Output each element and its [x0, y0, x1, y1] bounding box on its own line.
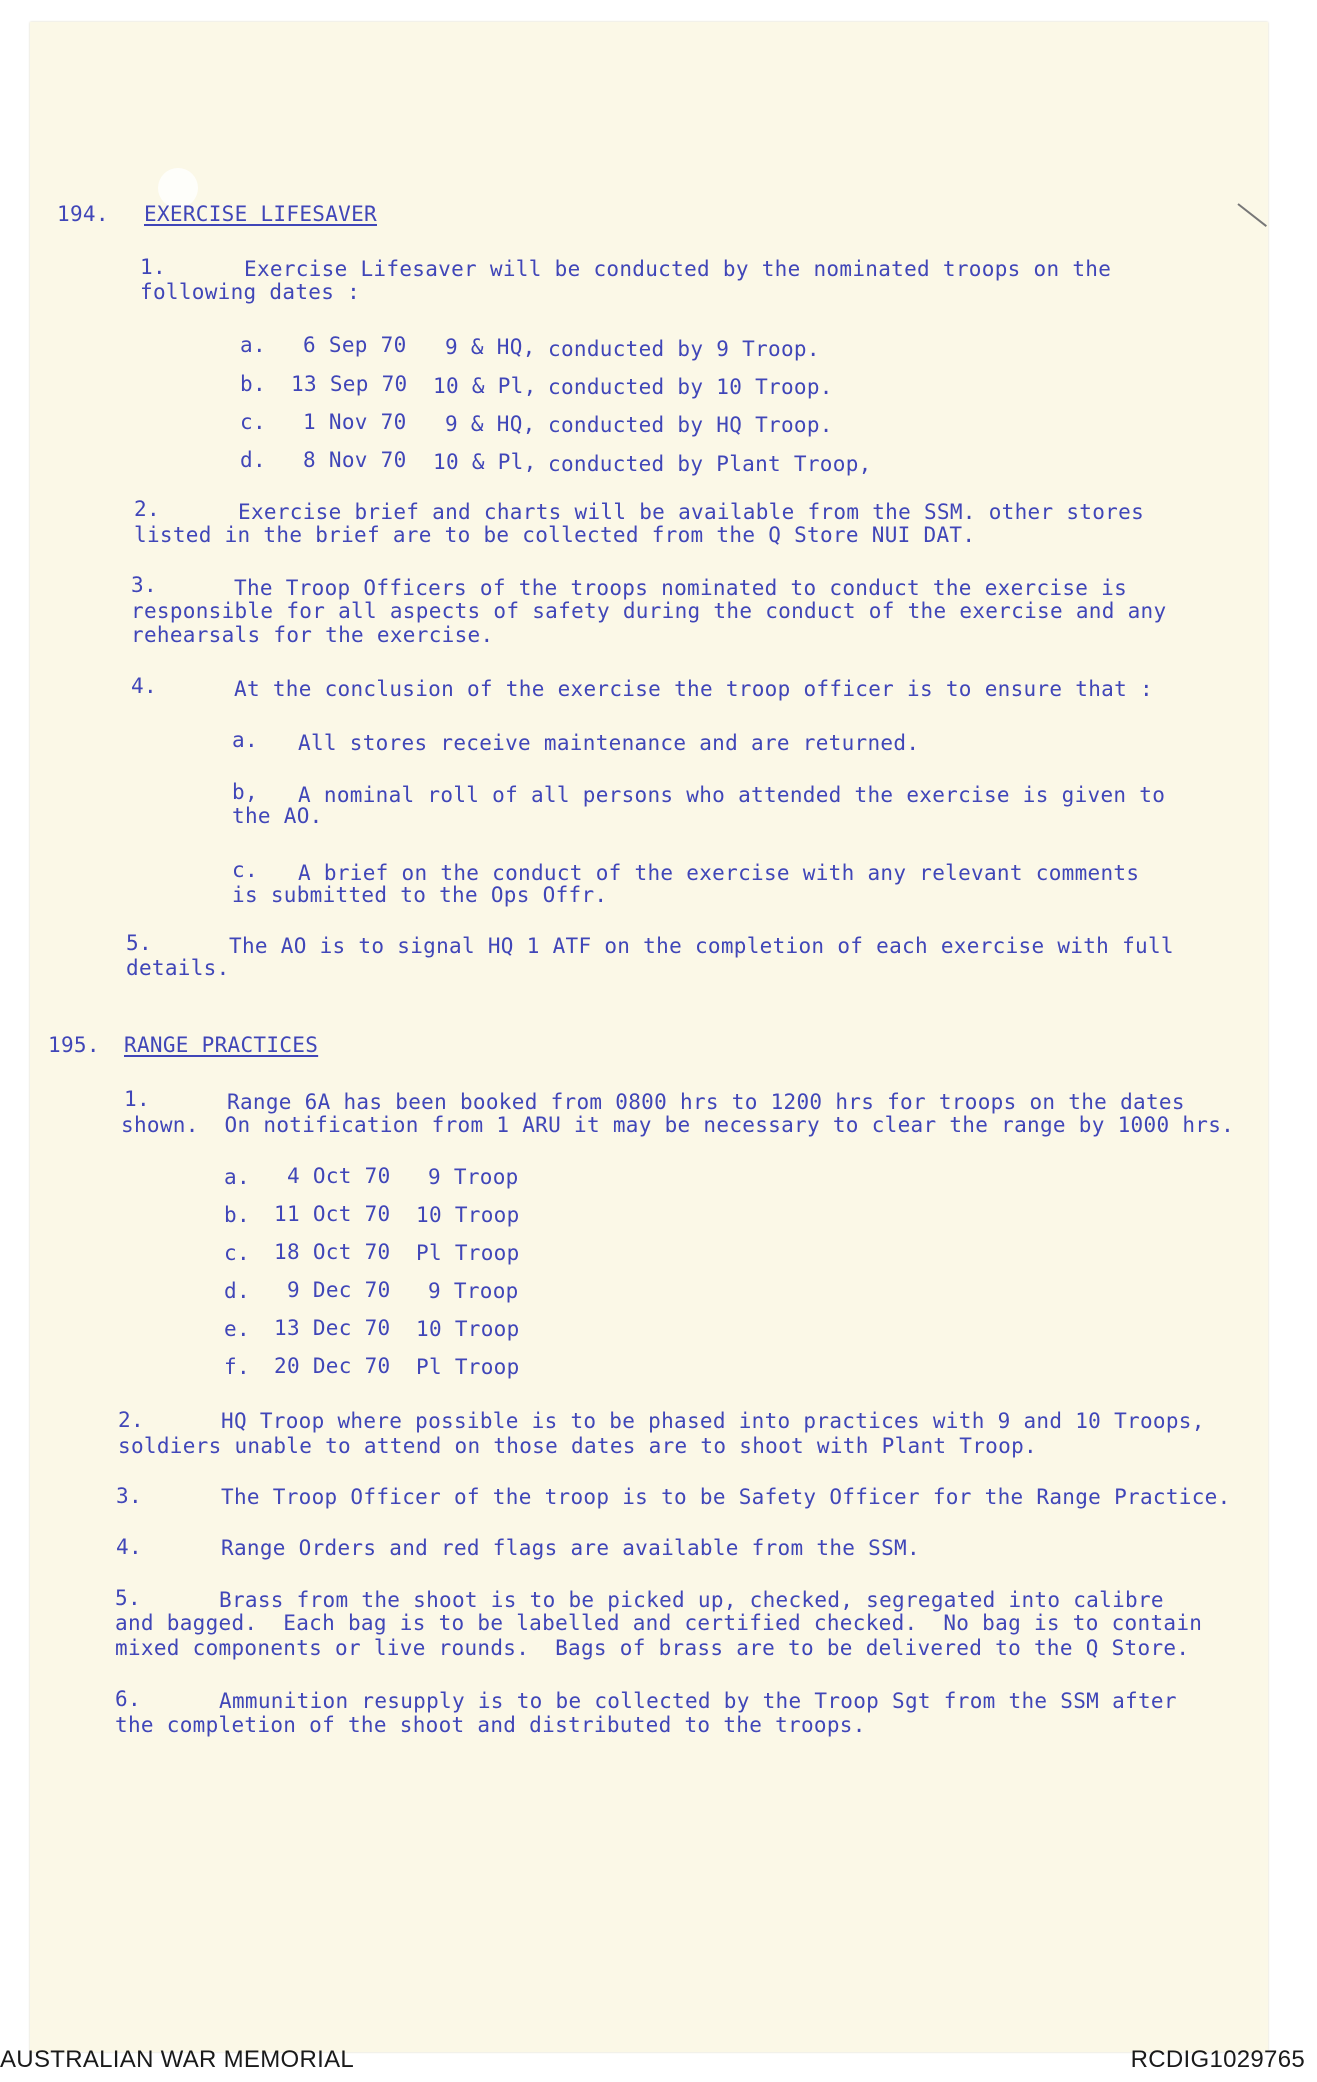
para-195-1-number: 1.	[124, 1087, 150, 1111]
list-item-date: 13 Sep 70	[291, 372, 408, 396]
list-item-date: 6 Sep 70	[303, 333, 407, 357]
list-item-text: conducted by Plant Troop,	[548, 452, 872, 476]
para-195-6-number: 6.	[115, 1687, 141, 1711]
para-194-3-number: 3.	[131, 573, 157, 597]
para-195-4-line1: Range Orders and red flags are available from the SSM.	[221, 1536, 920, 1560]
para-194-4b-key: b,	[232, 780, 258, 804]
list-item-date: 4 Oct 70	[287, 1164, 391, 1188]
para-195-2-line2: soldiers unable to attend on those dates are to shoot with Plant Troop.	[118, 1434, 1037, 1458]
section-194-number: 194.	[57, 202, 109, 226]
list-item-date: 18 Oct 70	[274, 1240, 391, 1264]
para-194-4a-line1: All stores receive maintenance and are returned.	[298, 731, 920, 755]
section-195-title: RANGE PRACTICES	[124, 1033, 319, 1057]
list-item-troop: 10 Troop	[416, 1203, 520, 1227]
para-194-2-line1: Exercise brief and charts will be available from the SSM. other stores	[238, 500, 1145, 524]
section-194-title: EXERCISE LIFESAVER	[144, 202, 377, 226]
para-194-1-number: 1.	[140, 255, 166, 279]
list-item-troop: Pl Troop	[416, 1355, 520, 1379]
list-item-key: c.	[224, 1241, 250, 1265]
para-195-3-number: 3.	[116, 1484, 142, 1508]
para-195-6-line2: the completion of the shoot and distributed to the troops.	[115, 1713, 866, 1737]
list-item-date: 20 Dec 70	[274, 1354, 391, 1378]
para-194-3-line1: The Troop Officers of the troops nominated to conduct the exercise is	[234, 576, 1128, 600]
para-195-1-line1: Range 6A has been booked from 0800 hrs to 1200 hrs for troops on the dates	[227, 1090, 1185, 1114]
list-item-text: conducted by HQ Troop.	[548, 413, 833, 437]
list-item-key: a.	[224, 1165, 250, 1189]
para-195-5-line2: and bagged. Each bag is to be labelled and certified checked. No bag is to contain	[115, 1611, 1203, 1635]
list-item-troops: 10 & Pl,	[433, 374, 537, 398]
para-194-4-line1: At the conclusion of the exercise the troop officer is to ensure that :	[234, 677, 1153, 701]
list-item-key: f.	[224, 1355, 250, 1379]
list-item-key: c.	[240, 410, 266, 434]
para-194-3-line2: responsible for all aspects of safety during the conduct of the exercise and any	[131, 599, 1167, 623]
footer-archive-name: AUSTRALIAN WAR MEMORIAL	[0, 2046, 355, 2073]
para-194-4c-key: c.	[232, 858, 258, 882]
list-item-troop: 10 Troop	[416, 1317, 520, 1341]
para-194-4-number: 4.	[131, 674, 157, 698]
para-194-4c-line1: A brief on the conduct of the exercise with any relevant comments	[298, 861, 1140, 885]
para-195-3-line1: The Troop Officer of the troop is to be Safety Officer for the Range Practice.	[221, 1485, 1231, 1509]
list-item-date: 9 Dec 70	[287, 1278, 391, 1302]
para-194-2-number: 2.	[134, 497, 160, 521]
list-item-troops: 9 & HQ,	[445, 335, 536, 359]
para-195-2-number: 2.	[118, 1408, 144, 1432]
para-195-1-line2: shown. On notification from 1 ARU it may be necessary to clear the range by 1000 hrs.	[121, 1113, 1235, 1137]
list-item-key: d.	[240, 448, 266, 472]
para-194-4a-key: a.	[232, 728, 258, 752]
para-194-4b-line1: A nominal roll of all persons who attended the exercise is given to	[298, 783, 1166, 807]
para-195-6-line1: Ammunition resupply is to be collected by the Troop Sgt from the SSM after	[219, 1689, 1177, 1713]
para-194-5-line1: The AO is to signal HQ 1 ATF on the completion of each exercise with full	[229, 934, 1174, 958]
list-item-troops: 10 & Pl,	[433, 450, 537, 474]
para-194-5-number: 5.	[126, 931, 152, 955]
para-195-5-number: 5.	[115, 1586, 141, 1610]
para-195-5-line1: Brass from the shoot is to be picked up, checked, segregated into calibre	[219, 1588, 1164, 1612]
para-194-1-line2: following dates :	[140, 280, 361, 304]
list-item-date: 1 Nov 70	[303, 410, 407, 434]
para-194-3-line3: rehearsals for the exercise.	[131, 623, 494, 647]
list-item-key: d.	[224, 1279, 250, 1303]
para-194-5-line2: details.	[126, 956, 230, 980]
para-194-2-line2: listed in the brief are to be collected from the Q Store NUI DAT.	[134, 523, 976, 547]
para-194-1-line1: Exercise Lifesaver will be conducted by the nominated troops on the	[244, 257, 1112, 281]
footer-record-id: RCDIG1029765	[1130, 2046, 1305, 2073]
list-item-date: 8 Nov 70	[303, 448, 407, 472]
list-item-troop: 9 Troop	[428, 1279, 519, 1303]
list-item-date: 11 Oct 70	[274, 1202, 391, 1226]
list-item-key: a.	[240, 333, 266, 357]
list-item-troop: 9 Troop	[428, 1165, 519, 1189]
list-item-troops: 9 & HQ,	[445, 412, 536, 436]
list-item-key: b.	[224, 1203, 250, 1227]
list-item-key: b.	[240, 372, 266, 396]
para-194-4b-line2: the AO.	[232, 804, 323, 828]
list-item-date: 13 Dec 70	[274, 1316, 391, 1340]
para-195-2-line1: HQ Troop where possible is to be phased into practices with 9 and 10 Troops,	[221, 1409, 1205, 1433]
para-194-4c-line2: is submitted to the Ops Offr.	[232, 883, 608, 907]
list-item-text: conducted by 9 Troop.	[548, 337, 820, 361]
para-195-4-number: 4.	[116, 1535, 142, 1559]
section-195-number: 195.	[48, 1033, 100, 1057]
list-item-troop: Pl Troop	[416, 1241, 520, 1265]
para-195-5-line3: mixed components or live rounds. Bags of brass are to be delivered to the Q Store.	[115, 1636, 1190, 1660]
list-item-key: e.	[224, 1317, 250, 1341]
list-item-text: conducted by 10 Troop.	[548, 375, 833, 399]
